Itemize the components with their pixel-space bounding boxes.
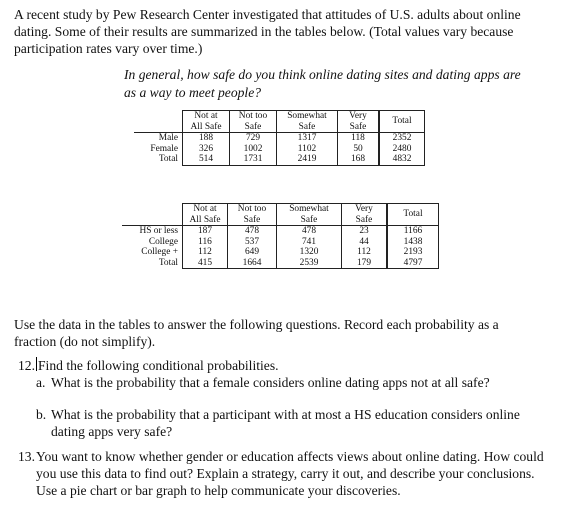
intro-paragraph: A recent study by Pew Research Center investigated that attitudes of U.S. adults about online dating. Some of their results are summarized in the tables below. (Total values vary because participation rates vary over time.) — [14, 7, 521, 56]
table-cell: 741 — [277, 237, 342, 248]
table-cell: 1664 — [228, 258, 277, 269]
column-header: Somewhat Safe — [277, 111, 338, 133]
table-corner — [122, 204, 183, 226]
table-corner — [134, 111, 183, 133]
table-cell: 116 — [183, 237, 228, 248]
education-safety-table — [122, 203, 439, 269]
question-text: Find the following conditional probabilities. — [38, 358, 279, 373]
row-label: College — [148, 236, 178, 247]
table-cell: 4797 — [387, 258, 439, 269]
instructions: Use the data in the tables to answer the following questions. Record each probability as a fraction (do not simplify). — [14, 317, 499, 349]
table-cell: 1166 — [387, 226, 439, 237]
column-header: Not at All Safe — [183, 111, 230, 133]
text-cursor — [36, 357, 37, 371]
table-cell: 112 — [183, 247, 228, 258]
column-header: Not too Safe — [228, 204, 277, 226]
question-text: What is the probability that a female considers online dating apps not at all safe? — [51, 375, 490, 390]
table-cell: 415 — [183, 258, 228, 269]
table-cell: 1102 — [277, 144, 338, 155]
question-number: 12. — [18, 358, 35, 373]
table-row — [122, 258, 439, 269]
row-label: HS or less — [122, 226, 183, 237]
table-cell: 514 — [183, 154, 230, 165]
column-header-total: Total — [387, 204, 439, 226]
table-row — [122, 226, 439, 237]
table-cell: 326 — [183, 144, 230, 155]
table-cell: 44 — [342, 237, 388, 248]
row-label: College + — [141, 247, 178, 257]
table-cell: 1320 — [277, 247, 342, 258]
table-cell: 478 — [228, 226, 277, 237]
table-cell: 649 — [228, 247, 277, 258]
gender-safety-table — [134, 110, 425, 166]
item-label: b. — [36, 407, 47, 422]
table-cell: 2480 — [379, 144, 425, 155]
table-cell: 2539 — [277, 258, 342, 269]
column-header: Very Safe — [342, 204, 388, 226]
column-header: Not too Safe — [230, 111, 277, 133]
table-cell: 112 — [342, 247, 388, 258]
table-header-row — [134, 111, 425, 133]
column-header-total: Total — [379, 111, 425, 133]
table-cell: 537 — [228, 237, 277, 248]
row-label: Male — [134, 133, 183, 144]
table-cell: 179 — [342, 258, 388, 269]
table-cell: 1002 — [230, 144, 277, 155]
question-text: You want to know whether gender or education affects views about online dating. How could you use this data to find out? Explain a strategy, carry it out, and describe your conclusions. Use a pie chart or bar graph to help communicate your discoveries. — [36, 449, 544, 498]
question-number: 13. — [18, 449, 35, 464]
row-label: Total — [158, 154, 178, 165]
table-cell: 478 — [277, 226, 342, 237]
column-header: Somewhat Safe — [277, 204, 342, 226]
question-12 — [18, 357, 548, 374]
survey-question: In general, how safe do you think online dating sites and dating apps are as a way to meet people? — [124, 67, 521, 100]
table-header-row — [122, 204, 439, 226]
table-cell: 2419 — [277, 154, 338, 165]
column-header: Very Safe — [338, 111, 380, 133]
table-row — [122, 247, 439, 258]
table-cell: 729 — [230, 133, 277, 144]
table-row — [134, 154, 425, 165]
table-cell: 4832 — [379, 154, 425, 165]
table-row — [122, 237, 439, 248]
table-cell: 118 — [338, 133, 380, 144]
table-cell: 1317 — [277, 133, 338, 144]
row-label: Female — [150, 143, 178, 154]
question-12a — [36, 374, 556, 391]
table-cell: 188 — [183, 133, 230, 144]
table-cell: 187 — [183, 226, 228, 237]
table-cell: 1438 — [387, 237, 439, 248]
row-label: Total — [158, 257, 178, 268]
table-cell: 2193 — [387, 247, 439, 258]
question-13 — [18, 448, 554, 499]
table-row — [134, 133, 425, 144]
question-text: What is the probability that a participant with at most a HS education considers online dating apps very safe? — [51, 407, 520, 439]
table-cell: 50 — [338, 144, 380, 155]
table-cell: 2352 — [379, 133, 425, 144]
question-12b — [36, 406, 548, 440]
table-row — [134, 144, 425, 155]
column-header: Not at All Safe — [183, 204, 228, 226]
table-cell: 1731 — [230, 154, 277, 165]
item-label: a. — [36, 375, 46, 390]
table-cell: 168 — [338, 154, 380, 165]
table-cell: 23 — [342, 226, 388, 237]
